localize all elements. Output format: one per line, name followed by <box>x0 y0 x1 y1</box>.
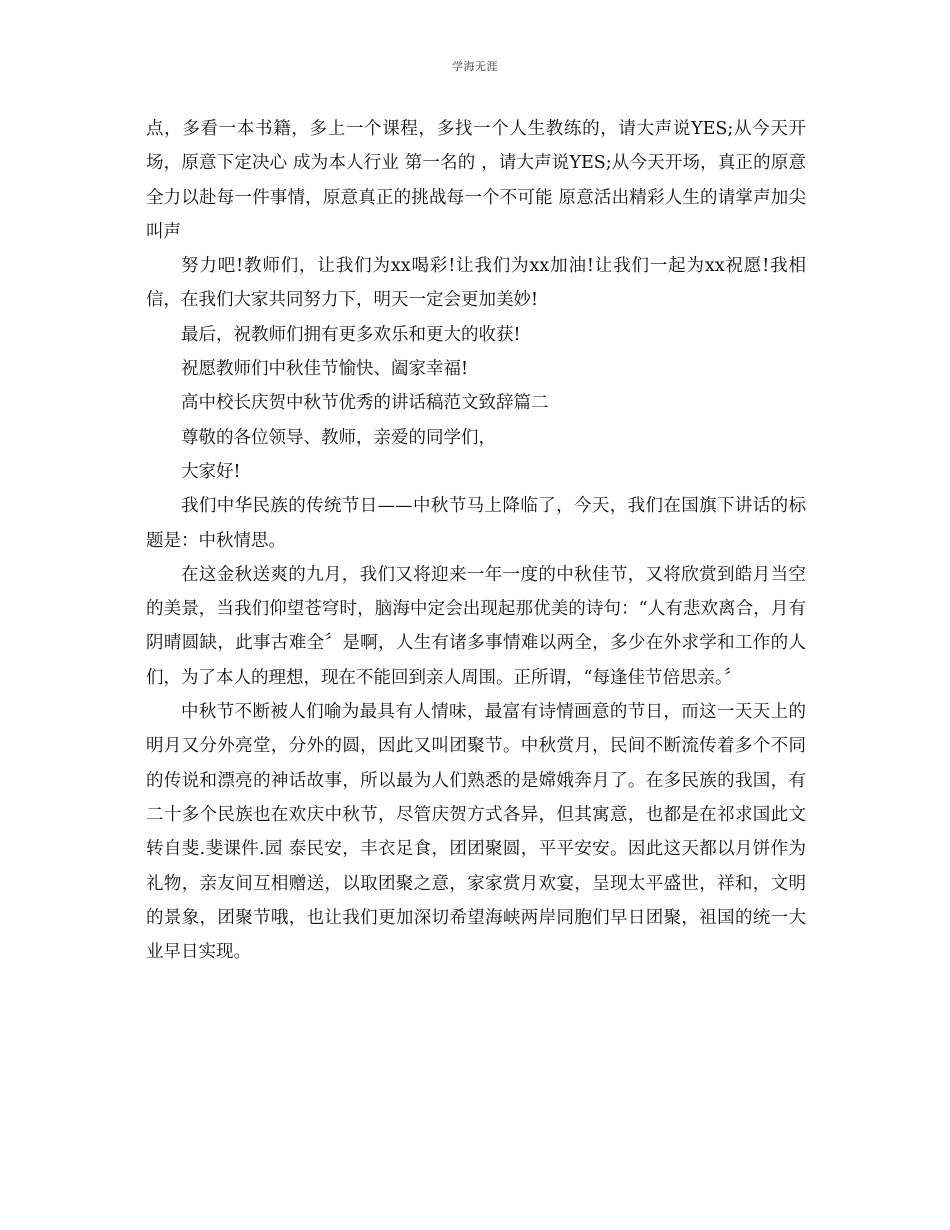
paragraph-4: 祝愿教师们中秋佳节愉快、阖家幸福! <box>181 359 469 380</box>
paragraph-8: 我们中华民族的传统节日——中秋节马上降临了，今天，我们在国旗下讲话的标题是：中秋情思。 <box>146 496 806 551</box>
section-title: 高中校长庆贺中秋节优秀的讲话稿范文致辞篇二 <box>181 393 549 414</box>
body-text <box>146 112 806 969</box>
paragraph-10: 中秋节不断被人们喻为最具有人情味，最富有诗情画意的节日，而这一天天上的明月又分外亮堂，分外的圆，因此又叫团聚节。中秋赏月，民间不断流传着多个不同的传说和漂亮的神话故事，所以最为人们熟悉的是嫦娥奔月了。在多民族的我国，有二十多个民族也在欢庆中秋节，尽管庆贺方式各异，但其寓意，也都是在祁求国此文转自斐.斐课件.园 泰民安，丰衣足食，团团聚圆，平平安安。因此这天都以月饼作为礼物，亲友间互相赠送，以取团聚之意，家家赏月欢宴，呈现太平盛世，祥和，文明的景象，团聚节哦，也让我们更加深切希望海峡两岸同胞们早日团聚，祖国的统一大业早日实现。 <box>146 702 806 963</box>
paragraph-3: 最后，祝教师们拥有更多欢乐和更大的收获! <box>181 324 521 345</box>
running-header: 学海无涯 <box>452 60 498 73</box>
greeting: 大家好! <box>181 461 241 482</box>
paragraph-2: 努力吧!教师们，让我们为xx喝彩!让我们为xx加油!让我们一起为xx祝愿!我相信，在我们大家共同努力下，明天一定会更加美妙! <box>146 256 806 311</box>
salutation: 尊敬的各位领导、教师，亲爱的同学们， <box>181 427 496 448</box>
paragraph-9: 在这金秋送爽的九月，我们又将迎来一年一度的中秋佳节，又将欣赏到皓月当空的美景，当我们仰望苍穹时，脑海中定会出现起那优美的诗句：“人有悲欢离合，月有阴晴圆缺，此事古难全〞是啊，人生有诸多事情难以两全，多少在外求学和工作的人们，为了本人的理想，现在不能回到亲人周围。正所谓，“每逢佳节倍思亲。〞 <box>146 564 806 688</box>
paragraph-1: 点，多看一本书籍，多上一个课程，多找一个人生教练的，请大声说YES;从今天开场，原意下定决心 成为本人行业 第一名的 ，请大声说YES;从今天开场，真正的原意全力以赴每一件事情，原意真正的挑战每一个不可能 原意活出精彩人生的请掌声加尖叫声 <box>146 119 806 242</box>
